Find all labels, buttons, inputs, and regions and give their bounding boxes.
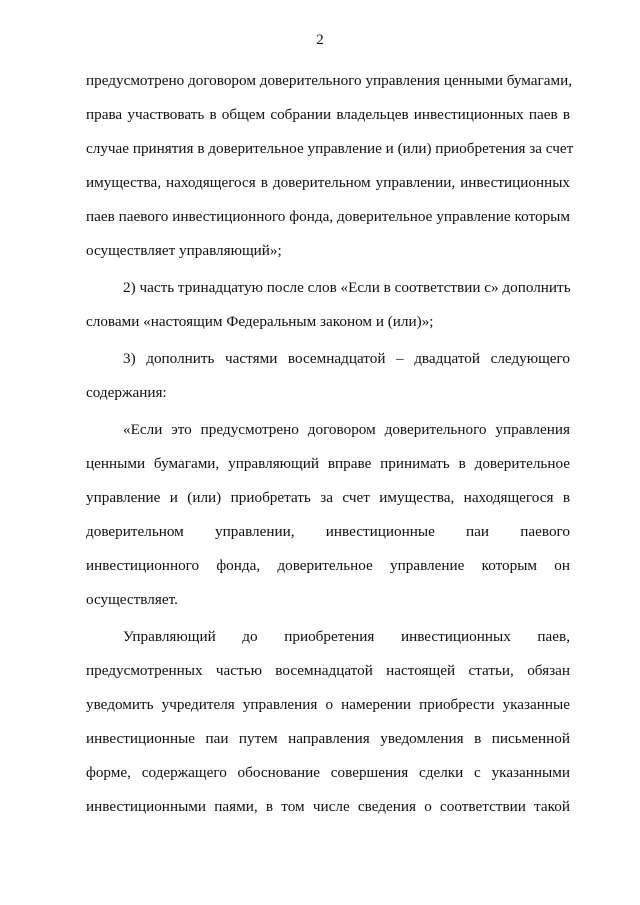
text-line: ценными бумагами, управляющий вправе принимать в доверительное: [86, 455, 570, 472]
text-line: уведомить учредителя управления о намерении приобрести указанные: [86, 696, 570, 713]
paragraph: [86, 348, 570, 416]
text-line: случае принятия в доверительное управление и (или) приобретения за счет: [86, 140, 574, 157]
text-line: «Если это предусмотрено договором доверительного управления: [123, 421, 570, 438]
text-line: 2) часть тринадцатую после слов «Если в соответствии с» дополнить: [123, 279, 571, 296]
text-line: осуществляет.: [86, 591, 178, 608]
text-line: 3) дополнить частями восемнадцатой – двадцатой следующего: [123, 350, 570, 367]
paragraph: [86, 419, 570, 623]
text-line: предусмотренных частью восемнадцатой настоящей статьи, обязан: [86, 662, 570, 679]
text-line: имущества, находящегося в доверительном управлении, инвестиционных: [86, 174, 570, 191]
text-line: осуществляет управляющий»;: [86, 242, 282, 259]
text-line: управление и (или) приобретать за счет имущества, находящегося в: [86, 489, 570, 506]
paragraph: [86, 277, 570, 345]
paragraph: [86, 626, 570, 830]
text-line: словами «настоящим Федеральным законом и (или)»;: [86, 313, 434, 330]
text-line: предусмотрено договором доверительного управления ценными бумагами,: [86, 72, 572, 89]
text-line: Управляющий до приобретения инвестиционных паев,: [123, 628, 570, 645]
text-line: содержания:: [86, 384, 167, 401]
document-body: [86, 70, 574, 830]
page-number: 2: [316, 32, 324, 48]
text-line: паев паевого инвестиционного фонда, доверительное управление которым: [86, 208, 570, 225]
text-line: форме, содержащего обоснование совершения сделки с указанными: [86, 764, 570, 781]
text-line: инвестиционными паями, в том числе сведения о соответствии такой: [86, 798, 570, 815]
text-line: инвестиционные паи путем направления уведомления в письменной: [86, 730, 570, 747]
text-line: права участвовать в общем собрании владельцев инвестиционных паев в: [86, 106, 570, 123]
text-line: доверительном управлении, инвестиционные паи паевого: [86, 523, 570, 540]
text-line: инвестиционного фонда, доверительное управление которым он: [86, 557, 570, 574]
paragraph: [86, 70, 574, 274]
